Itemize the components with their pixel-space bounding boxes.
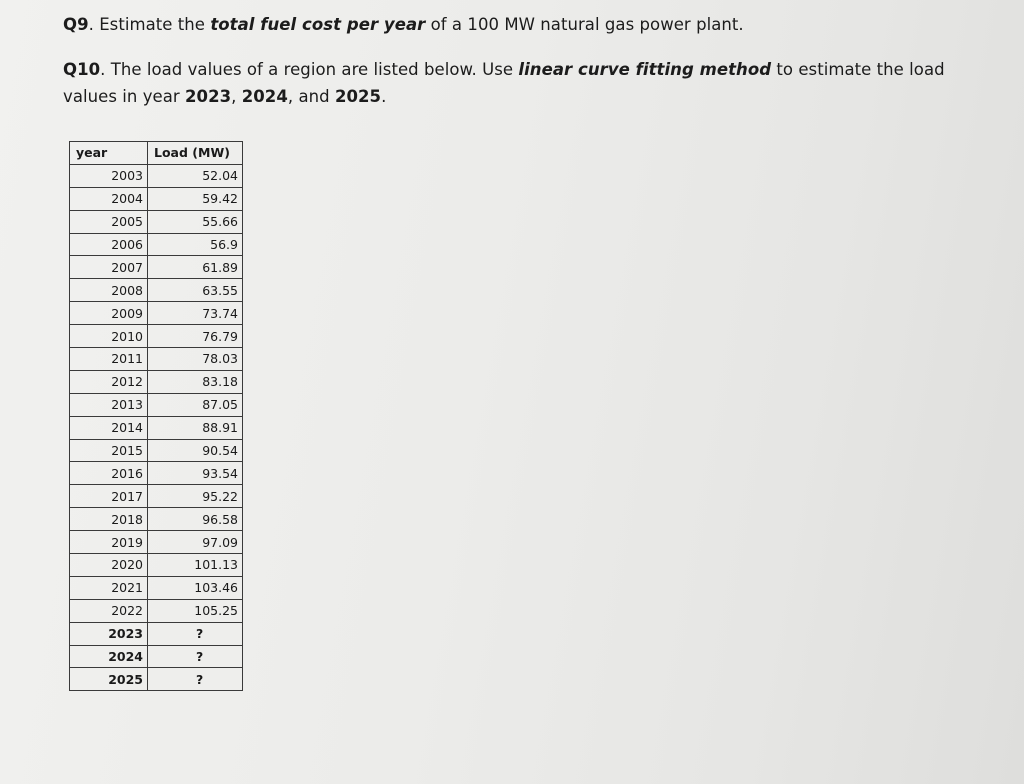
- year-cell: 2022: [70, 599, 148, 622]
- table-row: [70, 508, 243, 531]
- table-row: [70, 462, 243, 485]
- table-row: [70, 370, 243, 393]
- year-cell: 2020: [70, 554, 148, 577]
- table-row: [70, 348, 243, 371]
- table-row: [70, 393, 243, 416]
- question-10-end: .: [381, 87, 387, 106]
- load-cell: 63.55: [148, 279, 243, 302]
- table-row: [70, 233, 243, 256]
- year-cell: 2021: [70, 576, 148, 599]
- question-10-sep-2: , and: [287, 87, 335, 106]
- load-cell: 88.91: [148, 416, 243, 439]
- load-cell: 61.89: [148, 256, 243, 279]
- year-cell: 2005: [70, 210, 148, 233]
- year-cell: 2018: [70, 508, 148, 531]
- load-table: [69, 141, 243, 691]
- load-cell: 95.22: [148, 485, 243, 508]
- load-cell: 96.58: [148, 508, 243, 531]
- year-cell: 2023: [70, 622, 148, 645]
- table-row: [70, 576, 243, 599]
- year-cell: 2007: [70, 256, 148, 279]
- load-cell: 56.9: [148, 233, 243, 256]
- load-cell: 78.03: [148, 348, 243, 371]
- year-cell: 2010: [70, 325, 148, 348]
- question-10-number: Q10: [63, 60, 101, 79]
- year-cell: 2003: [70, 164, 148, 187]
- table-row: [70, 416, 243, 439]
- load-cell: ?: [148, 645, 243, 668]
- load-cell: 76.79: [148, 325, 243, 348]
- load-cell: 90.54: [148, 439, 243, 462]
- unknown-load-row: [70, 622, 243, 645]
- unknown-load-row: [70, 645, 243, 668]
- table-row: [70, 256, 243, 279]
- load-table-header: [70, 142, 243, 165]
- load-cell: 93.54: [148, 462, 243, 485]
- question-9-text-start: . Estimate the: [88, 15, 211, 34]
- table-row: [70, 302, 243, 325]
- table-row: [70, 187, 243, 210]
- question-10-text-mid: to estimate the load values in year: [63, 60, 945, 106]
- unknown-load-row: [70, 668, 243, 691]
- load-cell: ?: [148, 668, 243, 691]
- year-cell: 2024: [70, 645, 148, 668]
- table-row: [70, 439, 243, 462]
- year-cell: 2014: [70, 416, 148, 439]
- table-row: [70, 210, 243, 233]
- year-cell: 2009: [70, 302, 148, 325]
- table-row: [70, 164, 243, 187]
- year-cell: 2016: [70, 462, 148, 485]
- year-cell: 2011: [70, 348, 148, 371]
- load-cell: 101.13: [148, 554, 243, 577]
- year-cell: 2015: [70, 439, 148, 462]
- load-cell: 73.74: [148, 302, 243, 325]
- table-row: [70, 554, 243, 577]
- question-9-emphasis: total fuel cost per year: [210, 15, 426, 34]
- table-row: [70, 531, 243, 554]
- table-row: [70, 599, 243, 622]
- load-cell: 105.25: [148, 599, 243, 622]
- question-10-emphasis: linear curve fitting method: [518, 60, 772, 79]
- load-cell: 59.42: [148, 187, 243, 210]
- year-cell: 2025: [70, 668, 148, 691]
- question-10-year-2023: 2023: [185, 87, 232, 106]
- question-9-number: Q9: [63, 15, 89, 34]
- load-cell: 97.09: [148, 531, 243, 554]
- load-cell: 103.46: [148, 576, 243, 599]
- question-10: [63, 56, 993, 110]
- load-cell: 87.05: [148, 393, 243, 416]
- load-column-header: Load (MW): [148, 142, 243, 165]
- table-row: [70, 279, 243, 302]
- load-table-body: [70, 164, 243, 690]
- load-cell: 55.66: [148, 210, 243, 233]
- load-cell: 52.04: [148, 164, 243, 187]
- question-9-text-end: of a 100 MW natural gas power plant.: [425, 15, 744, 34]
- question-10-sep-1: ,: [231, 87, 242, 106]
- table-row: [70, 485, 243, 508]
- load-cell: ?: [148, 622, 243, 645]
- year-column-header: year: [70, 142, 148, 165]
- year-cell: 2008: [70, 279, 148, 302]
- table-row: [70, 325, 243, 348]
- year-cell: 2012: [70, 370, 148, 393]
- question-10-year-2025: 2025: [334, 87, 382, 106]
- question-10-text-start: . The load values of a region are listed below. Use: [100, 60, 519, 79]
- question-10-year-2024: 2024: [241, 87, 288, 106]
- year-cell: 2006: [70, 233, 148, 256]
- year-cell: 2013: [70, 393, 148, 416]
- year-cell: 2004: [70, 187, 148, 210]
- load-cell: 83.18: [148, 370, 243, 393]
- question-9: [63, 11, 963, 38]
- year-cell: 2019: [70, 531, 148, 554]
- year-cell: 2017: [70, 485, 148, 508]
